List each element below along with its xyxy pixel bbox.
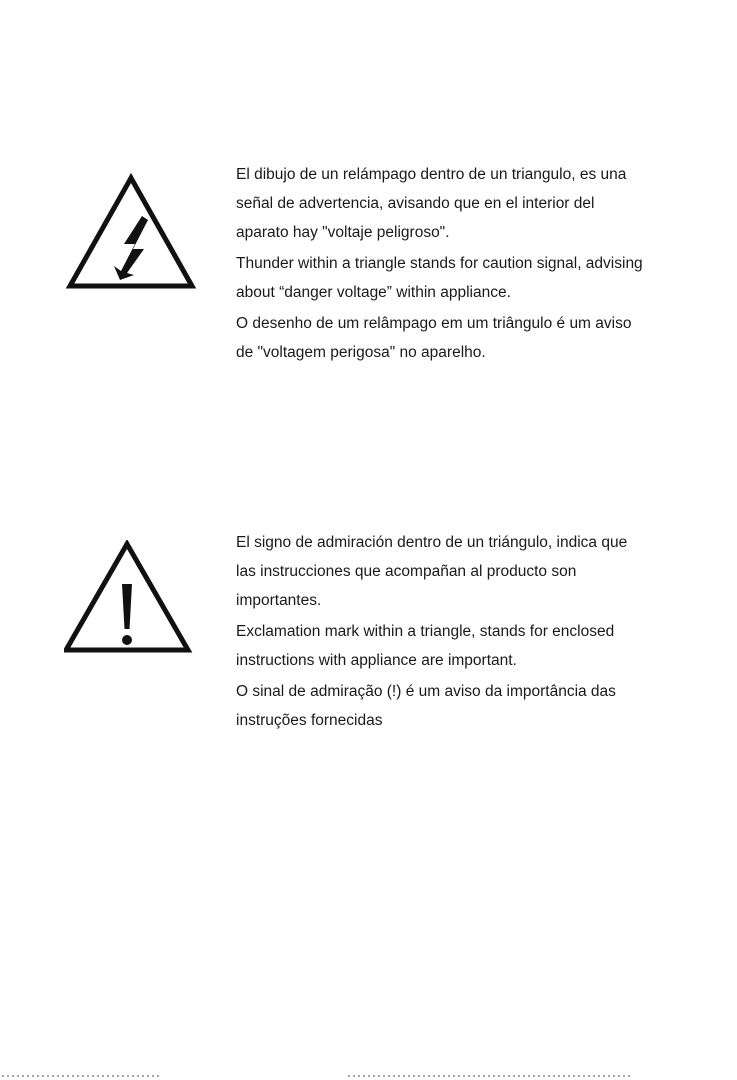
footer-artifact-line bbox=[0, 1072, 737, 1080]
spanish-text: El signo de admiración dentro de un triángulo, indica que las instrucciones que acompañan al producto son importantes. bbox=[236, 534, 628, 609]
exclamation-warning-triangle-icon bbox=[64, 540, 198, 660]
caution-notice-text bbox=[236, 528, 706, 737]
english-text: Exclamation mark within a triangle, stands for enclosed instructions with appliance are important. bbox=[236, 623, 615, 669]
spanish-text: El dibujo de un relámpago dentro de un triangulo, es una señal de advertencia, avisando que en el interior del aparato hay "voltaje peligroso". bbox=[236, 166, 627, 241]
high-voltage-warning-triangle-icon bbox=[64, 172, 198, 292]
portuguese-text: O desenho de um relâmpago em um triângulo é um aviso de "voltagem perigosa" no aparelho. bbox=[236, 315, 632, 361]
electric-shock-notice-text bbox=[236, 160, 706, 369]
english-text: Thunder within a triangle stands for caution signal, advising about “danger voltage” within appliance. bbox=[236, 255, 643, 301]
portuguese-text: O sinal de admiração (!) é um aviso da importância das instruções fornecidas bbox=[236, 683, 616, 729]
